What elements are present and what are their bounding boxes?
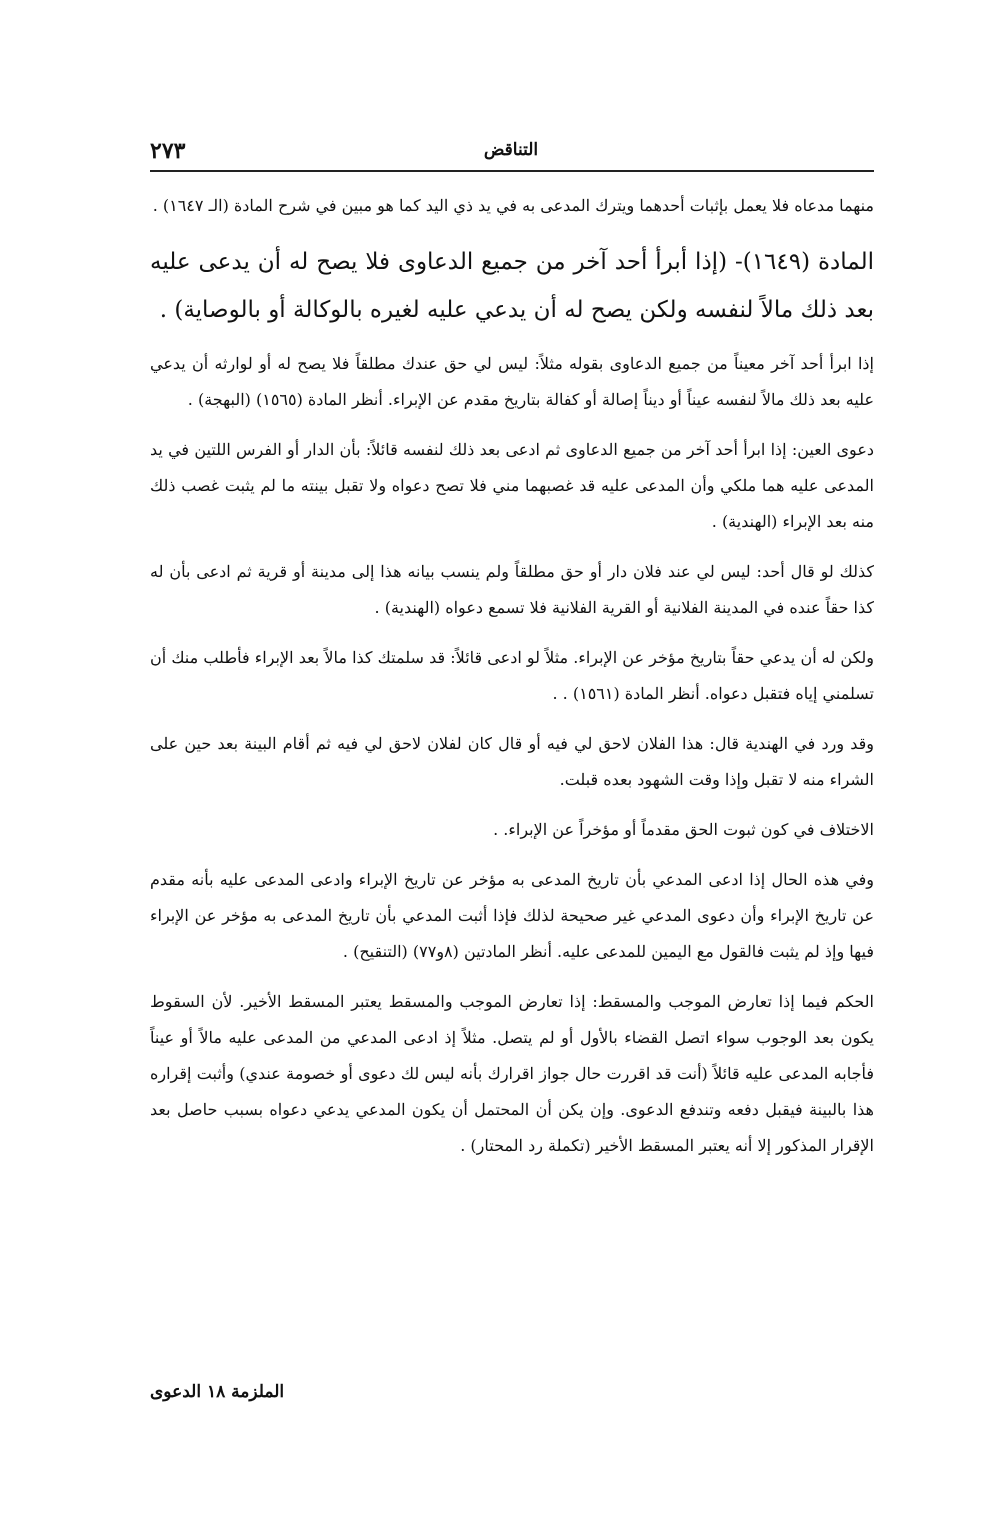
commentary-paragraph: ولكن له أن يدعي حقاً بتاريخ مؤخر عن الإبراء. مثلاً لو ادعى قائلاً: قد سلمتك كذا مالاً بعد الإبراء فأطلب منك أن تسلمني إياه فتقبل دعواه. أنظر المادة (١٥٦١) . . <box>150 648 875 703</box>
commentary-paragraph: وفي هذه الحال إذا ادعى المدعي بأن تاريخ المدعى به مؤخر عن تاريخ الإبراء وادعى المدعى عليه بأنه مقدم عن تاريخ الإبراء وأن دعوى المدعي غير صحيحة لذلك فإذا أثبت المدعي بأن تاريخ المدعى به مؤخر عن الإبراء فيها وإذ لم يثبت فالقول مع اليمين للمدعى عليه. أنظر المادتين (٨و٧٧) (التنقيح) . <box>150 870 874 961</box>
commentary-paragraph: إذا ابرأ أحد آخر معيناً من جميع الدعاوى بقوله مثلاً: ليس لي حق عندك مطلقاً فلا يصح له أو لوارثه أن يدعي عليه بعد ذلك مالاً لنفسه عيناً أو ديناً إصالة أو كفالة بتاريخ مقدم عن الإبراء. أنظر المادة (١٥٦٥) (البهجة) . <box>150 354 875 409</box>
article-1649-text: المادة (١٦٤٩)- (إذا أبرأ أحد آخر من جميع الدعاوى فلا يصح له أن يدعى عليه بعد ذلك مالاً لنفسه ولكن يصح له أن يدعي عليه لغيره بالوكالة أو بالوصاية) . <box>150 249 874 323</box>
section-heading: الاختلاف في كون ثبوت الحق مقدماً أو مؤخراً عن الإبراء. . <box>493 820 874 839</box>
page-body <box>150 188 874 1178</box>
page-header <box>150 138 872 168</box>
signature-mark: الملزمة ١٨ الدعوى <box>150 1382 285 1402</box>
commentary-paragraph: كذلك لو قال أحد: ليس لي عند فلان دار أو حق مطلقاً ولم ينسب بيانه هذا إلى مدينة أو قرية ثم ادعى بأن له كذا حقاً عنده في المدينة الفلانية أو القرية الفلانية فلا تسمع دعواه (الهندية) . <box>150 562 874 617</box>
header-divider <box>150 170 874 172</box>
paragraph-continuation: منهما مدعاه فلا يعمل بإثبات أحدهما ويترك المدعى به في يد ذي اليد كما هو مبين في شرح المادة (الـ ١٦٤٧) . <box>152 196 874 215</box>
commentary-paragraph: الحكم فيما إذا تعارض الموجب والمسقط: إذا تعارض الموجب والمسقط يعتبر المسقط الأخير. لأن السقوط يكون بعد الوجوب سواء اتصل القضاء بالأول أو لم يتصل. مثلاً إذ ادعى المدعي من المدعى عليه مالاً أو عيناً فأجابه المدعى عليه قائلاً (أنت قد اقررت حال جواز اقرارك بأنه ليس لك دعوى أو خصومة عندي) وأثبت إقراره هذا بالبينة فيقبل دفعه وتندفع الدعوى. وإن يكن أن المحتمل أن يكون المدعي يدعي دعواه بسبب حاصل بعد الإقرار المذكور إلا أنه يعتبر المسقط الأخير (تكملة رد المحتار) . <box>150 992 875 1155</box>
commentary-paragraph: دعوى العين: إذا ابرأ أحد آخر من جميع الدعاوى ثم ادعى بعد ذلك لنفسه قائلاً: بأن الدار أو الفرس اللتين في يد المدعى عليه هما ملكي وأن المدعى عليه قد غصبهما مني فلا تصح دعواه ولا تقبل بينته ما لم يثبت غصب ذلك منه بعد الإبراء (الهندية) . <box>150 440 874 531</box>
page-number: ٢٧٣ <box>150 138 186 164</box>
running-title: التناقض <box>483 140 539 160</box>
commentary-paragraph: وقد ورد في الهندية قال: هذا الفلان لاحق لي فيه أو قال كان لفلان لاحق لي فيه ثم أقام البينة بعد حين على الشراء منه لا تقبل وإذا وقت الشهود بعده قبلت. <box>150 734 874 789</box>
